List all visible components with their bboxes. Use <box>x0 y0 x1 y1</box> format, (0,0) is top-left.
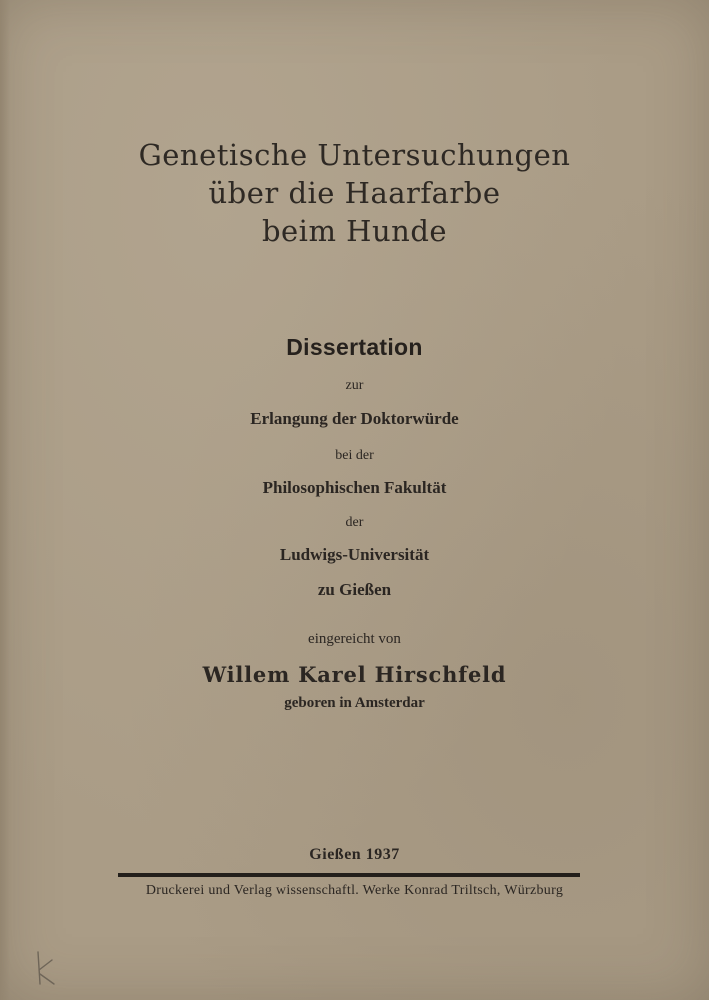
text-zur: zur <box>345 378 364 393</box>
text-eingereicht: eingereicht von <box>308 631 401 647</box>
place-year: Gießen 1937 <box>309 846 400 863</box>
title-line-3: beim Hunde <box>261 214 448 248</box>
text-erlangung: Erlangung der Doktorwürde <box>250 409 459 428</box>
divider-rule <box>118 873 580 877</box>
dissertation-heading: Dissertation <box>286 334 423 360</box>
text-zu-giessen: zu Gießen <box>317 580 392 599</box>
text-der: der <box>345 515 364 530</box>
author-name: Willem Karel Hirschfeld <box>202 662 507 687</box>
text-fakultaet: Philosophischen Fakultät <box>262 478 447 497</box>
text-universitaet: Ludwigs-Universität <box>279 545 430 564</box>
printer-line: Druckerei und Verlag wissenschaftl. Werke Konrad Triltsch, Würzburg <box>145 883 564 898</box>
pencil-mark <box>30 948 60 988</box>
text-bei-der: bei der <box>335 448 374 463</box>
title-line-2: über die Haarfarbe <box>208 176 501 210</box>
text-geboren: geboren in Amsterdar <box>284 695 425 711</box>
title-line-1: Genetische Untersuchungen <box>138 138 571 172</box>
thesis-title <box>0 136 709 250</box>
